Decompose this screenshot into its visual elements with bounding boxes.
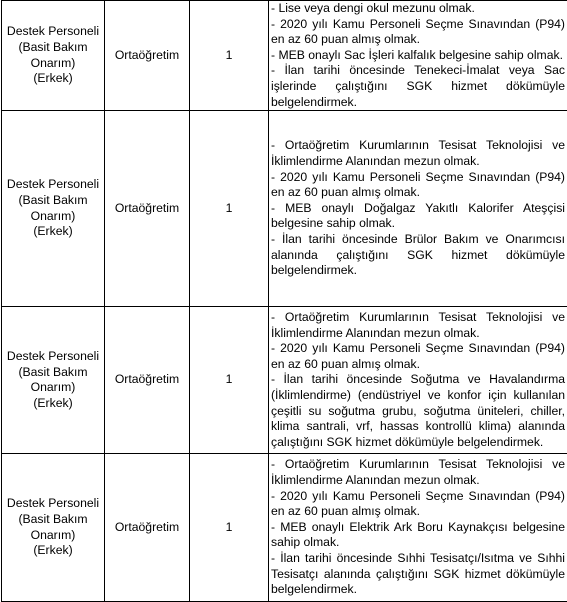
requirement-item: - MEB onaylı Sac İşleri kalfalık belgesine sahip olmak. xyxy=(271,48,565,64)
education-cell: Ortaöğretim xyxy=(105,1,190,111)
requirements-cell xyxy=(269,307,567,454)
requirement-item: - 2020 yılı Kamu Personeli Seçme Sınavından (P94) en az 60 puan almış olmak. xyxy=(271,341,565,372)
requirement-item: - Ortaöğretim Kurumlarının Tesisat Teknolojisi ve İklimlendirme Alanından mezun olmak. xyxy=(271,457,565,488)
requirement-item: - Ortaöğretim Kurumlarının Tesisat Teknolojisi ve İklimlendirme Alanından mezun olmak. xyxy=(271,138,565,169)
position-line: (Erkek) xyxy=(5,396,101,412)
count-cell: 1 xyxy=(190,1,269,111)
requirements-cell xyxy=(269,1,567,111)
position-line: Onarım) xyxy=(5,380,101,396)
position-line: Destek Personeli xyxy=(5,496,101,512)
position-cell xyxy=(2,1,105,111)
requirement-item: - Ortaöğretim Kurumlarının Tesisat Teknolojisi ve İklimlendirme Alanından mezun olmak. xyxy=(271,310,565,341)
table-row xyxy=(2,1,567,111)
requirement-item: - MEB onaylı Elektrik Ark Boru Kaynakçısı belgesine sahip olmak. xyxy=(271,520,565,551)
position-cell xyxy=(2,111,105,307)
position-line: (Erkek) xyxy=(5,543,101,559)
count-cell: 1 xyxy=(190,454,269,602)
requirement-item: - İlan tarihi öncesinde Brülor Bakım ve Onarımcısı alanında çalıştığını SGK hizmet dökümüyle belgelendirmek. xyxy=(271,232,565,279)
position-cell xyxy=(2,454,105,602)
requirement-item: - İlan tarihi öncesinde Soğutma ve Havalandırma (İklimlendirme) (endüstriyel ve konfor için kullanılan çeşitli su soğutma grubu, soğutma üniteleri, chiller, klima santrali, vrf, hassas kontrollü klima) alanında çalıştığını SGK hizmet dökümüyle belgelendirmek. xyxy=(271,372,565,450)
requirement-item: - İlan tarihi öncesinde Sıhhi Tesisatçı/Isıtma ve Sıhhi Tesisatçı alanında çalıştığını SGK hizmet dökümüyle belgelendirmek. xyxy=(271,551,565,598)
requirements-cell xyxy=(269,111,567,307)
table-row xyxy=(2,307,567,454)
requirement-item: - Lise veya dengi okul mezunu olmak. xyxy=(271,1,565,17)
position-line: (Basit Bakım xyxy=(5,512,101,528)
requirement-item: - 2020 yılı Kamu Personeli Seçme Sınavından (P94) en az 60 puan almış olmak. xyxy=(271,170,565,201)
position-line: Destek Personeli xyxy=(5,24,101,40)
table-row xyxy=(2,454,567,602)
education-cell: Ortaöğretim xyxy=(105,111,190,307)
position-cell xyxy=(2,307,105,454)
requirement-item: - MEB onaylı Doğalgaz Yakıtlı Kalorifer Ateşçisi belgesine sahip olmak. xyxy=(271,201,565,232)
count-cell: 1 xyxy=(190,111,269,307)
requirement-item: - 2020 yılı Kamu Personeli Seçme Sınavından (P94) en az 60 puan almış olmak. xyxy=(271,489,565,520)
position-line: (Basit Bakım xyxy=(5,365,101,381)
position-line: Onarım) xyxy=(5,56,101,72)
position-line: Onarım) xyxy=(5,528,101,544)
requirement-item: - İlan tarihi öncesinde Tenekeci-İmalat veya Sac işlerinde çalıştığını SGK hizmet dökümüyle belgelendirmek. xyxy=(271,63,565,110)
position-line: (Basit Bakım xyxy=(5,40,101,56)
education-cell: Ortaöğretim xyxy=(105,454,190,602)
job-requirements-table xyxy=(1,0,567,602)
requirement-item: - 2020 yılı Kamu Personeli Seçme Sınavından (P94) en az 60 puan almış olmak. xyxy=(271,17,565,48)
position-line: (Erkek) xyxy=(5,71,101,87)
position-line: (Basit Bakım xyxy=(5,193,101,209)
requirements-cell xyxy=(269,454,567,602)
education-cell: Ortaöğretim xyxy=(105,307,190,454)
position-line: Destek Personeli xyxy=(5,349,101,365)
table-row xyxy=(2,111,567,307)
position-line: (Erkek) xyxy=(5,224,101,240)
position-line: Onarım) xyxy=(5,209,101,225)
position-line: Destek Personeli xyxy=(5,177,101,193)
count-cell: 1 xyxy=(190,307,269,454)
